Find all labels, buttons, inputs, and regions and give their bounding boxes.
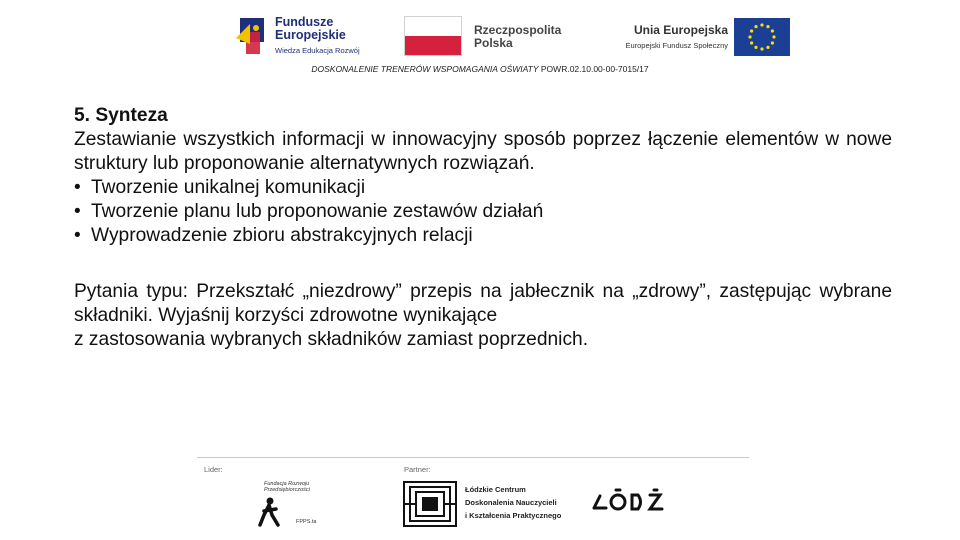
slide-content (74, 104, 892, 352)
polish-flag-icon (404, 16, 462, 56)
footer-divider (197, 457, 749, 458)
question-line-2: z zastosowania wybranych składników zamiast poprzednich. (74, 329, 589, 350)
eu-flag-icon (734, 18, 790, 56)
section-description: Zestawianie wszystkich informacji w innowacyjny sposób poprzez łączenie elementów w nowe struktury lub proponowanie alternatywnych rozwiązań. (74, 129, 892, 174)
bullet-item: • Tworzenie unikalnej komunikacji (74, 176, 892, 200)
lcdnikp-line: Doskonalenia Nauczycieli (465, 498, 557, 507)
lider-label: Lider: (204, 465, 223, 474)
lider-logo-text: Fundacja Rozwoju Przedsiębiorczości (264, 481, 310, 493)
question-line-1: Pytania typu: Przekształć „niezdrowy” przepis na jabłecznik na „zdrowy”, zastępując wybrane składniki. Wyjaśnij korzyści zdrowotne wynikające (74, 281, 892, 326)
fundusze-europejskie-mark-icon (234, 14, 270, 58)
lider-logo (252, 475, 324, 529)
pl-logo-line2: Polska (474, 36, 513, 50)
rzeczpospolita-polska-logo (404, 16, 574, 58)
eu-logo-subtitle: Europejski Fundusz Społeczny (625, 41, 728, 50)
unia-europejska-logo (600, 18, 790, 58)
project-code: POWR.02.10.00-00-7015/17 (538, 64, 649, 74)
fe-logo-line1: Fundusze (275, 15, 334, 29)
project-caption (0, 64, 960, 74)
eu-logo-title: Unia Europejska (633, 23, 728, 37)
question-paragraph (74, 280, 892, 352)
pl-logo-line1: Rzeczpospolita (474, 23, 562, 37)
project-title: DOSKONALENIE TRENERÓW WSPOMAGANIA OŚWIATY (311, 64, 539, 74)
bullet-item: • Wyprowadzenie zbioru abstrakcyjnych relacji (74, 224, 892, 248)
bullet-item: • Tworzenie planu lub proponowanie zestawów działań (74, 200, 892, 224)
lcdnikp-square-logo-icon (403, 481, 457, 527)
lcdnikp-line: Łódzkie Centrum (465, 485, 526, 494)
walking-figure-icon (258, 497, 280, 527)
lodz-logo-icon (590, 486, 670, 516)
fundusze-europejskie-logo (234, 14, 374, 58)
lcdnikp-line: i Kształcenia Praktycznego (465, 511, 562, 520)
partner-label: Partner: (404, 465, 431, 474)
lcdnikp-name (465, 483, 561, 522)
fe-logo-subtitle: Wiedza Edukacja Rozwój (275, 46, 360, 55)
lider-logo-number: FPPS.ta (296, 519, 317, 525)
section-heading: 5. Synteza (74, 105, 168, 126)
bullet-list (74, 176, 892, 248)
fe-logo-line2: Europejskie (275, 28, 346, 42)
